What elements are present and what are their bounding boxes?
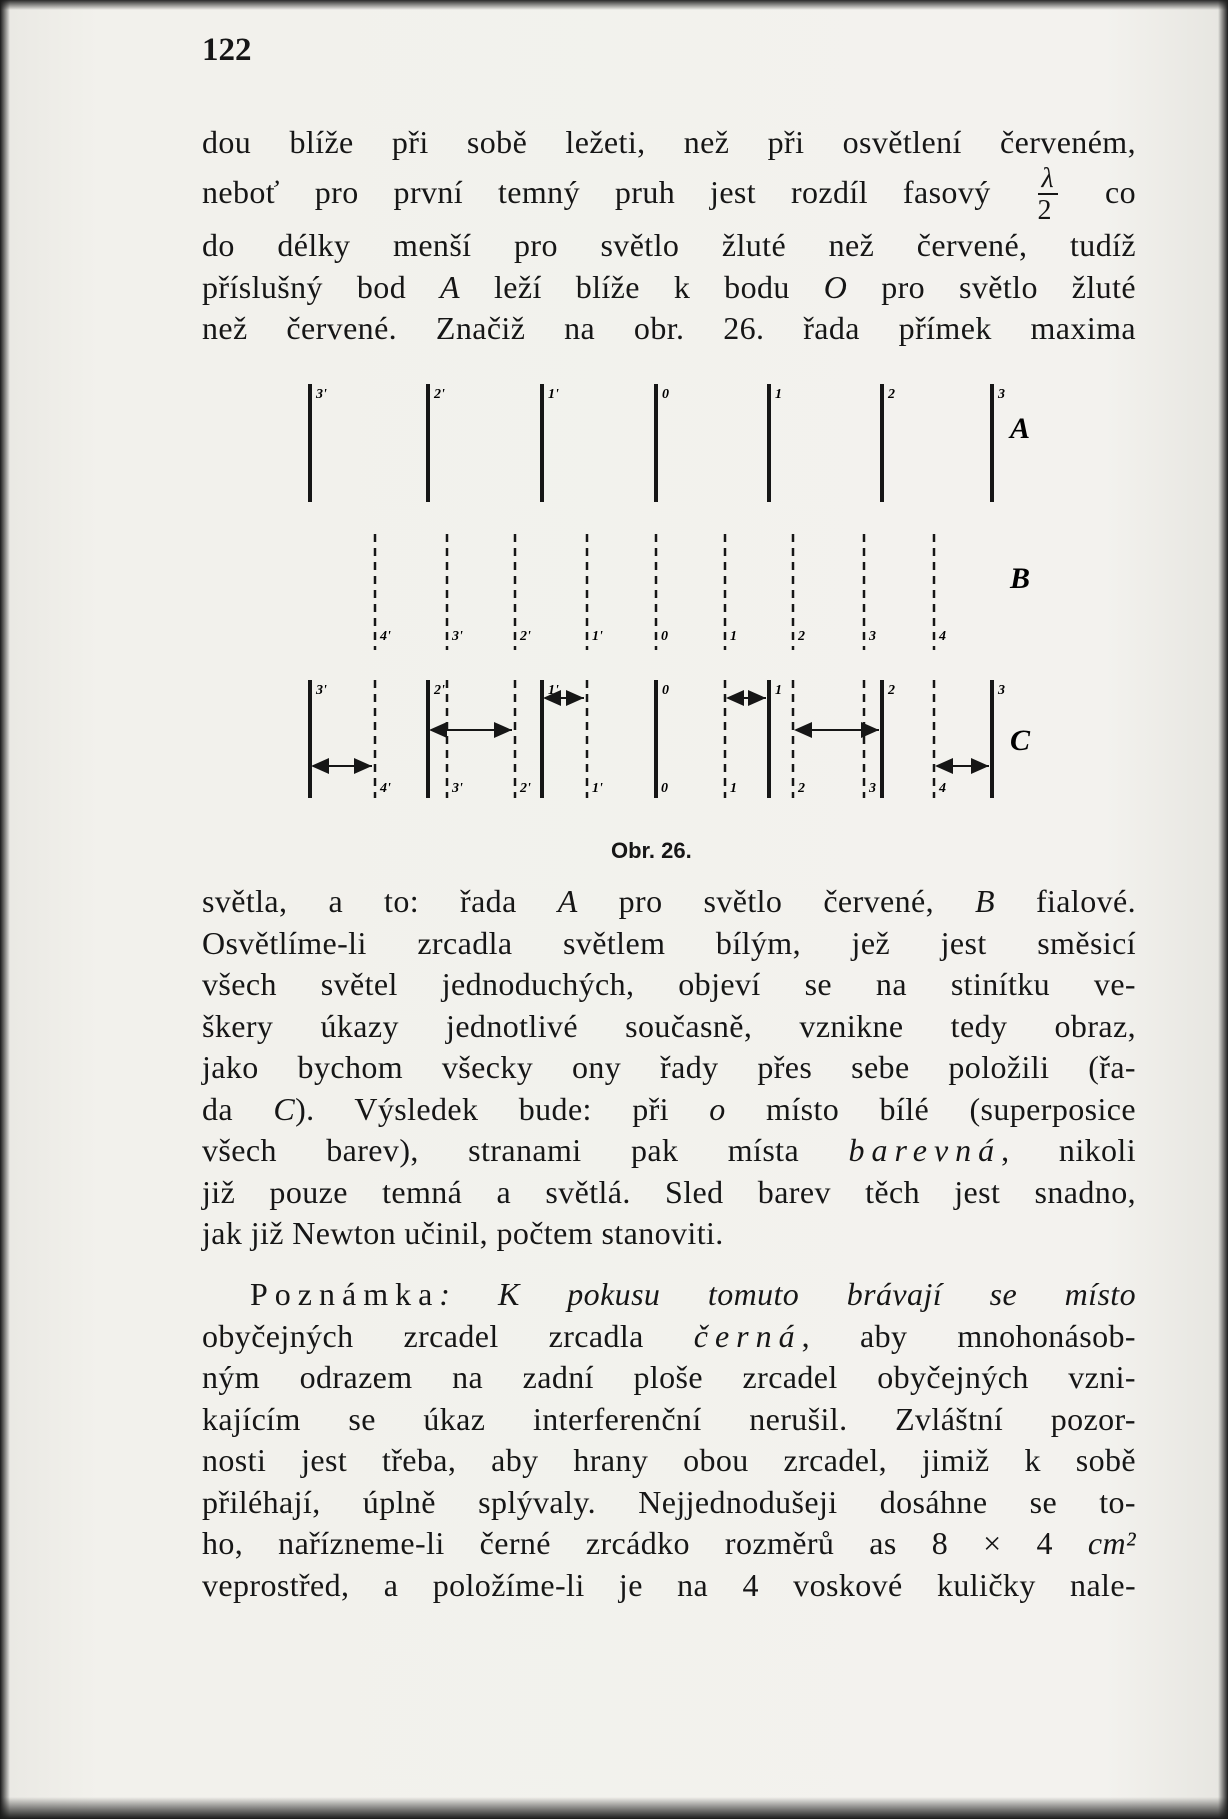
row-c-bottom-tick-label: 2': [520, 781, 531, 796]
row-a-tick-label: 3': [316, 387, 327, 402]
row-b-tick-label: 2: [798, 629, 805, 644]
row-b-dashed-lines: [375, 534, 946, 650]
text-line: jako bychom všecky ony řady přes sebe položili (řa-: [202, 1049, 1136, 1085]
text-line: Poznámka: K pokusu tomuto brávají se místo: [250, 1276, 1136, 1312]
fraction-numerator: λ: [1038, 165, 1059, 195]
row-b-tick-label: 1: [730, 629, 737, 644]
row-c-top-tick-label: 2: [888, 683, 895, 698]
row-label-b: B: [1010, 562, 1031, 595]
text-line: nosti jest třeba, aby hrany obou zrcadel, jimiž k sobě: [202, 1442, 1136, 1478]
body-paragraph-2: [202, 1274, 1136, 1606]
text-line: škery úkazy jednotlivé současně, vznikne tedy obraz,: [202, 1007, 1136, 1044]
text-line: všech světel jednoduchých, objeví se na stinítku ve-: [202, 966, 1136, 1002]
row-c-top-tick-label: 1': [548, 683, 559, 698]
page-number: 122: [202, 32, 252, 68]
text-line: příslušný bod A leží blíže k bodu O pro světlo žluté: [202, 268, 1136, 305]
row-c-bottom-tick-label: 2: [798, 781, 805, 796]
row-c-top-tick-label: 2': [434, 683, 445, 698]
figure-26: [0, 378, 1228, 838]
row-c-top-tick-label: 1: [775, 683, 782, 698]
text-line: obyčejných zrcadel zrcadla černá, aby mnohonásob-: [202, 1317, 1136, 1354]
text-line: Osvětlíme-li zrcadla světlem bílým, jež jest směsicí: [202, 924, 1136, 961]
row-b-tick-label: 1': [592, 629, 603, 644]
scan-edge-bottom: [0, 1797, 1228, 1819]
row-c-bottom-tick-label: 0: [661, 781, 668, 796]
row-b-tick-label: 4': [380, 629, 391, 644]
row-c-bottom-tick-label: 1: [730, 781, 737, 796]
row-label-c: C: [1010, 724, 1031, 757]
row-c-bottom-tick-label: 1': [592, 781, 603, 796]
text-line: veprostřed, a položíme-li je na 4 voskové kuličky nale-: [202, 1566, 1136, 1603]
text-line: všech barev), stranami pak místa barevná, nikoli: [202, 1132, 1137, 1168]
row-c-top-tick-label: 3': [316, 683, 327, 698]
figure-caption: Obr. 26.: [611, 838, 692, 863]
text-line: již pouze temná a světlá. Sled barev těch jest snadno,: [202, 1173, 1136, 1210]
text-line-fraction: neboť pro první temný pruh jest rozdíl fasový $\frac{\lambda}{2}$ co: [202, 163, 1136, 227]
top-paragraph: [202, 122, 1136, 350]
row-a-tick-label: 3: [998, 387, 1005, 402]
text-line: světla, a to: řada A pro světlo červené, B fialové.: [202, 883, 1136, 919]
text-line: jak již Newton učinil, počtem stanoviti.: [202, 1215, 724, 1251]
row-b-tick-label: 3: [869, 629, 876, 644]
body-paragraph-1: [202, 881, 1136, 1255]
row-a-tick-label: 2': [434, 387, 445, 402]
row-a-tick-label: 1': [548, 387, 559, 402]
row-a-solid-lines: [310, 384, 1005, 502]
text-line: než červené. Značiž na obr. 26. řada přímek maxima: [202, 310, 1136, 347]
text-line: přiléhají, úplně splývaly. Nejjednodušeji dosáhne se to-: [202, 1483, 1136, 1520]
text-line: da C). Výsledek bude: při o místo bílé (superposice: [202, 1090, 1136, 1127]
row-c-bottom-tick-label: 4': [380, 781, 391, 796]
lambda-half-fraction: [1038, 165, 1059, 225]
row-c-combined-lines: [310, 680, 1005, 798]
row-b-tick-label: 4: [939, 629, 946, 644]
row-c-bottom-tick-label: 3: [869, 781, 876, 796]
row-c-top-tick-label: 0: [662, 683, 669, 698]
text-line: ným odrazem na zadní ploše zrcadel obyčejných vzni-: [202, 1359, 1136, 1395]
row-b-tick-label: 0: [661, 629, 668, 644]
row-label-a: A: [1010, 412, 1031, 445]
row-a-tick-label: 1: [775, 387, 782, 402]
scan-edge-top: [0, 0, 1228, 10]
row-c-bottom-tick-label: 4: [939, 781, 946, 796]
text-line: do délky menší pro světlo žluté než červené, tudíž: [202, 227, 1136, 264]
row-c-bottom-tick-label: 3': [452, 781, 463, 796]
row-b-tick-label: 3': [452, 629, 463, 644]
fraction-denominator: 2: [1037, 195, 1052, 227]
scan-edge-left: [0, 0, 10, 1819]
scan-edge-right: [1218, 0, 1228, 1819]
row-c-top-tick-label: 3: [998, 683, 1005, 698]
row-a-tick-label: 0: [662, 387, 669, 402]
row-b-tick-label: 2': [520, 629, 531, 644]
text-line: dou blíže při sobě ležeti, než při osvětlení červeném,: [202, 124, 1136, 160]
text-line: kajícím se úkaz interferenční nerušil. Zvláštní pozor-: [202, 1400, 1136, 1437]
text-line: ho, nařízneme-li černé zrcádko rozměrů as 8 × 4 cm²: [202, 1525, 1136, 1561]
row-a-tick-label: 2: [888, 387, 895, 402]
